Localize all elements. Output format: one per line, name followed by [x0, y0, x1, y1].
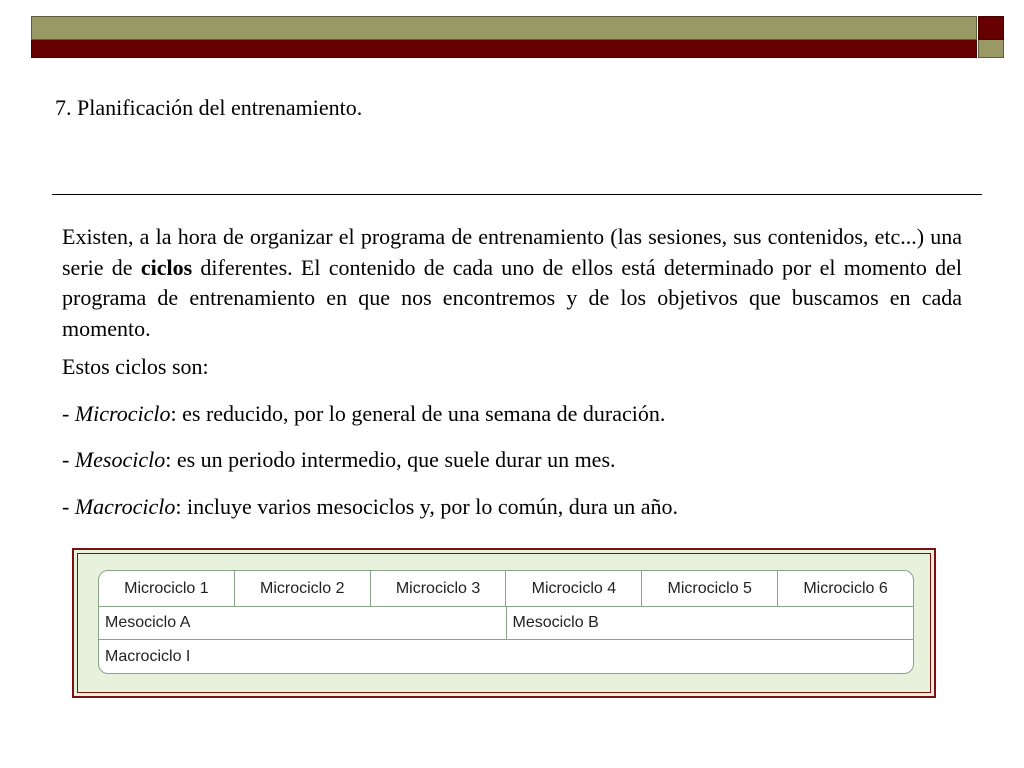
macrocycle-cell: Macrociclo I	[105, 647, 191, 665]
list-item-text: : es reducido, por lo general de una semana de duración.	[170, 400, 666, 426]
intro-text-end: diferentes. El contenido de cada uno de ellos está determinado por el momento del programa de entrenamiento en que nos encontremos y de los objetivos que buscamos en cada momento.	[62, 254, 962, 341]
microcycle-cell: Microciclo 5	[642, 571, 778, 606]
mesocycle-row	[99, 607, 913, 640]
microcycle-cell: Microciclo 6	[803, 579, 888, 597]
title-divider	[52, 194, 982, 195]
cycle-table	[98, 570, 914, 674]
macrocycle-row	[99, 640, 913, 673]
banner-olive-square	[978, 40, 1004, 58]
list-item-prefix: -	[62, 400, 75, 426]
banner-maroon-bar	[31, 40, 977, 58]
banner-olive-bar	[31, 16, 977, 40]
intro-text-start: Existen, a la hora de organizar el programa de entrenamiento (las sesiones, sus contenidos, etc...) una serie de	[62, 224, 962, 280]
list-item-prefix: -	[62, 447, 75, 472]
mesocycle-cell: Mesociclo A	[99, 607, 507, 639]
list-item-term: Microciclo	[74, 400, 171, 426]
microcycle-cell: Microciclo 2	[235, 571, 371, 606]
list-item-prefix: -	[62, 493, 75, 519]
cycle-diagram-figure	[72, 548, 936, 698]
list-item-text: : incluye varios mesociclos y, por lo común, dura un año.	[175, 493, 679, 519]
slide-body	[62, 222, 962, 522]
list-item-microciclo	[62, 399, 962, 430]
list-item-mesociclo	[62, 445, 962, 476]
microcycle-row	[99, 571, 913, 607]
title-banner	[31, 16, 1004, 58]
microcycle-cell: Microciclo 3	[371, 571, 507, 606]
list-item-macrociclo	[62, 492, 962, 523]
intro-bold-term: ciclos	[140, 254, 193, 280]
intro-paragraph	[62, 222, 962, 344]
list-item-term: Mesociclo	[74, 447, 166, 472]
microcycle-cell: Microciclo 4	[506, 571, 642, 606]
list-item-text: : es un periodo intermedio, que suele durar un mes.	[165, 447, 616, 472]
cycles-heading: Estos ciclos son:	[62, 354, 209, 379]
figure-background	[82, 558, 926, 688]
mesocycle-cell: Mesociclo B	[512, 614, 599, 631]
slide-title: 7. Planificación del entrenamiento.	[55, 95, 363, 120]
microcycle-cell: Microciclo 1	[99, 571, 235, 606]
list-item-term: Macrociclo	[74, 493, 176, 519]
figure-inner-frame	[77, 553, 931, 693]
banner-maroon-square	[978, 16, 1004, 40]
